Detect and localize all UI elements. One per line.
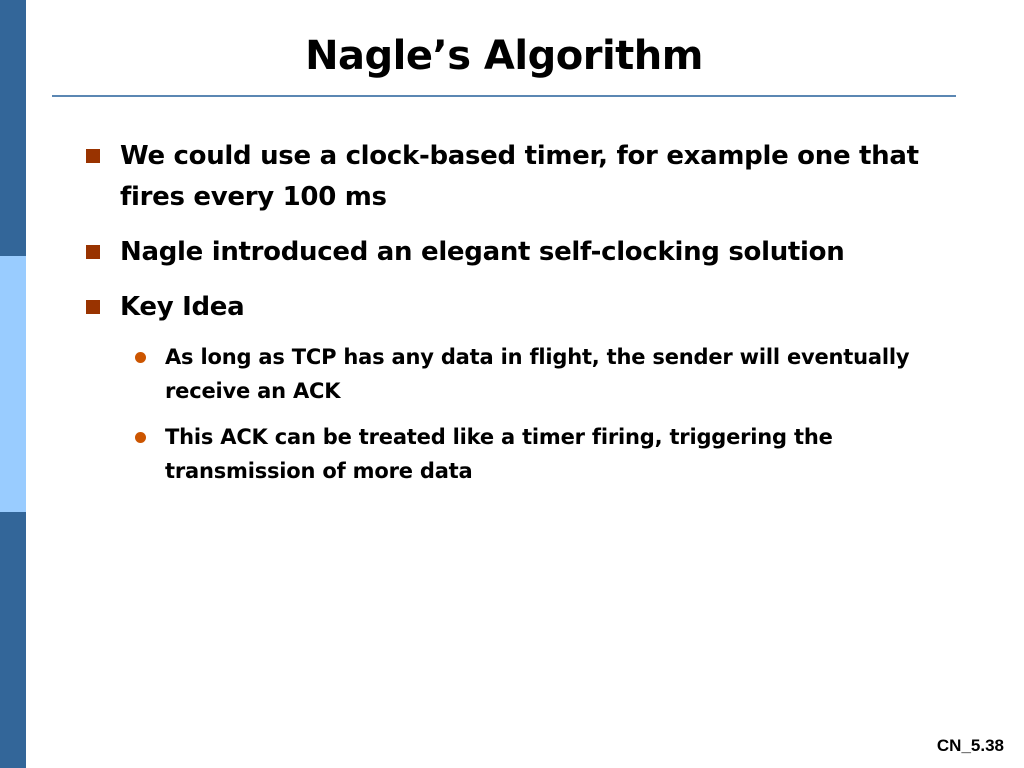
bullet-item: We could use a clock-based timer, for example one that fires every 100 ms — [120, 141, 919, 212]
sub-bullet-item: As long as TCP has any data in flight, the sender will eventually receive an ACK — [165, 345, 910, 403]
bullet-item: Key Idea — [120, 292, 245, 322]
slide-title: Nagle’s Algorithm — [305, 33, 703, 79]
round-bullet-icon — [135, 352, 146, 363]
square-bullet-icon — [86, 300, 100, 314]
round-bullet-icon — [135, 432, 146, 443]
bullet-item: Nagle introduced an elegant self-clocking solution — [120, 237, 845, 267]
square-bullet-icon — [86, 149, 100, 163]
sub-bullet-item: This ACK can be treated like a timer firing, triggering the transmission of more data — [165, 425, 833, 483]
slide-number: CN_5.38 — [936, 736, 1004, 755]
square-bullet-icon — [86, 245, 100, 259]
